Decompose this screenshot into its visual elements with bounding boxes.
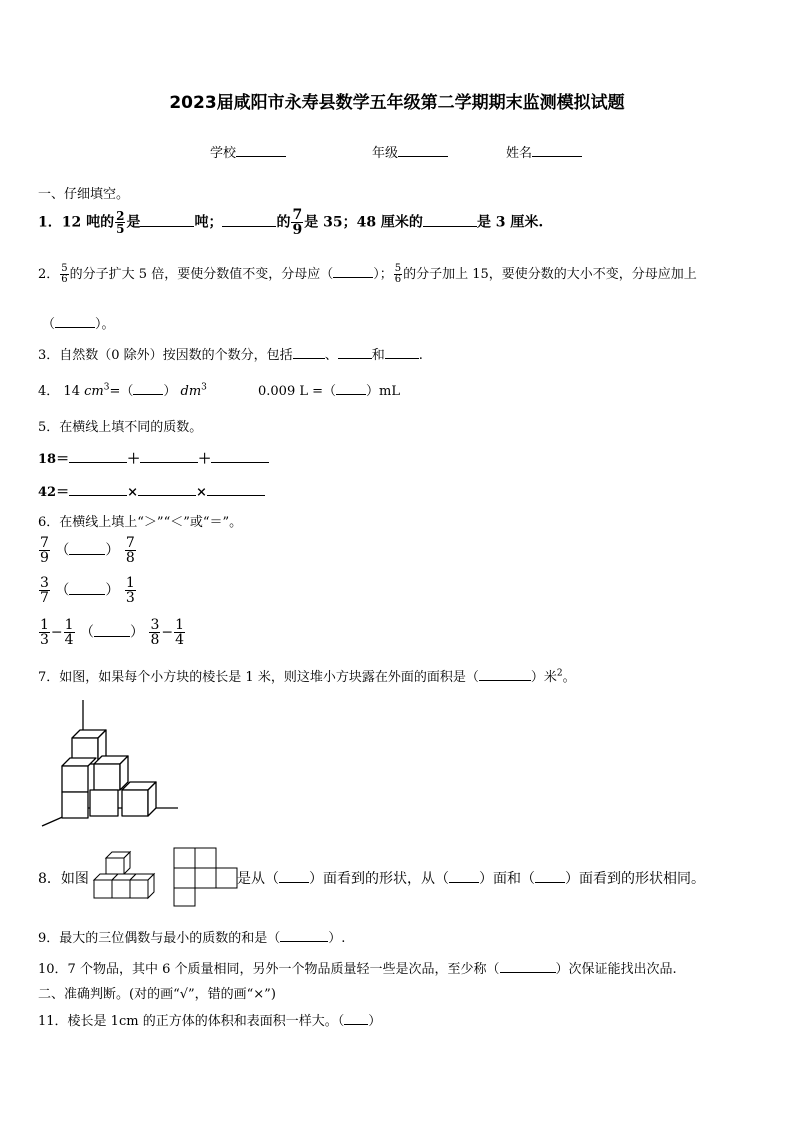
q2-text: 的分子加上 15，要使分数的大小不变，分母应加上 [403,267,697,282]
q6-op: − [50,624,63,641]
q6-fraction: $\frac{7}{9}$ [40,535,49,566]
q6-row-1 [38,536,137,565]
q1-blank-3[interactable] [423,214,477,227]
q5-op: × [127,485,138,500]
q8-text: 如图 [60,871,89,887]
q7-text: ）米 [530,670,557,685]
q8-text: 是从（ [237,871,279,887]
q1-number: 1． [38,214,62,231]
q8-blank-3[interactable] [535,870,565,883]
view-grid-figure [172,846,238,908]
q5-op: × [196,485,207,500]
question-4b [258,380,400,399]
question-10 [38,958,677,977]
q6-fraction: $\frac{1}{3}$ [125,575,135,606]
q10-text: 7 个物品，其中 6 个质量相同，另外一个物品质量轻一些是次品，至少称（ [67,962,500,977]
q6-text: ） [130,624,145,641]
q6-fraction: $\frac{1}{4}$ [175,617,185,648]
q4-number: 4． [38,384,60,399]
q1-fraction-2: $\frac{7}{9}$ [292,207,303,238]
q6-fraction: $\frac{1}{4}$ [64,617,74,648]
q6-row-2 [38,576,137,605]
q1-text: 的 [276,214,291,231]
q4-value: 14 [63,384,80,399]
q3-blank-1[interactable] [293,346,325,359]
q7-blank[interactable] [479,668,531,681]
q5-text: 在横线上填不同的质数。 [59,420,203,435]
q6-fraction: $\frac{7}{8}$ [125,535,135,566]
question-1 [38,208,543,237]
q6-text: ） [105,542,120,559]
question-11 [38,1010,381,1029]
name-label: 姓名 [506,146,533,161]
section-heading-1: 一、仔细填空。 [38,187,130,202]
q7-number: 7． [38,670,60,685]
q6-text: （ [55,542,70,559]
q2-text: （ [42,317,56,332]
q2-fraction-1: $\frac{5}{6}$ [61,263,68,285]
q6-op: − [161,624,174,641]
q5-op: ＋ [127,452,141,467]
q3-sep: 和 [371,348,385,363]
q3-blank-3[interactable] [385,346,419,359]
q3-number: 3． [38,348,60,363]
q3-blank-2[interactable] [338,346,372,359]
q4-unit: cm [84,384,104,399]
cube-stack-figure [38,698,183,830]
school-label: 学校 [210,146,237,161]
q7-sup: 2 [556,668,563,679]
q2-fraction-2: $\frac{5}{6}$ [394,263,402,285]
question-9 [38,927,345,946]
q1-fraction-1: $\frac{2}{5}$ [116,209,125,236]
q2-text: 的分子扩大 5 倍，要使分数值不变，分母应（ [69,267,334,282]
q5-line-2 [38,481,265,500]
q6-blank-2[interactable] [69,582,105,595]
q10-number: 10． [38,962,68,977]
q3-sep: 、 [324,348,338,363]
q6-fraction: $\frac{3}{8}$ [150,617,160,648]
q4-unit: dm [180,384,202,399]
q4-exponent: 3 [201,382,207,393]
question-7 [38,666,576,685]
question-2 [38,263,697,285]
q6-blank-3[interactable] [94,624,130,637]
q8-text: ）面和（ [479,871,535,887]
q11-number: 11． [38,1014,68,1029]
q10-text: ）次保证能找出次品. [555,962,677,977]
page-title: 2023届咸阳市永寿县数学五年级第二学期期末监测模拟试题 [169,93,625,113]
q7-text: 如图，如果每个小方块的棱长是 1 米，则这堆小方块露在外面的面积是（ [59,670,479,685]
question-2-cont [42,313,115,332]
q6-text: 在横线上填上“＞”“＜”或“＝”。 [59,515,243,530]
q5-text: 18＝ [38,452,70,467]
grade-field[interactable] [372,142,448,161]
q8-number: 8． [38,871,61,887]
q11-text: 棱长是 1cm 的正方体的体积和表面积一样大。（ [67,1014,345,1029]
q8-label-end [237,868,705,888]
q2-number: 2． [38,267,60,282]
q10-blank[interactable] [500,960,556,973]
q6-text: （ [80,624,95,641]
q5-blank[interactable] [207,483,265,496]
q4-text: ）mL [366,384,400,399]
q8-blank-2[interactable] [449,870,479,883]
q8-label-start [38,868,89,888]
q5-blank[interactable] [138,483,196,496]
q5-blank[interactable] [211,450,269,463]
q4-exponent: 3 [103,382,110,393]
q1-blank-2[interactable] [222,214,276,227]
q9-text: 最大的三位偶数与最小的质数的和是（ [59,931,281,946]
q3-end: . [418,348,423,363]
q6-blank-1[interactable] [69,542,105,555]
section-heading-2: 二、准确判断。(对的画“√”，错的画“×”) [38,987,276,1002]
q5-op: ＋ [198,452,212,467]
q4-blank-2[interactable] [336,382,366,395]
q4-text: ） [163,384,177,399]
q9-text: ）. [328,931,346,946]
q6-fraction: $\frac{1}{3}$ [40,617,49,648]
question-6 [38,511,242,530]
q9-number: 9． [38,931,60,946]
q5-blank[interactable] [69,450,127,463]
q2-blank-1[interactable] [333,265,373,278]
q4-text: =（ [109,384,134,399]
q2-blank-2[interactable] [55,315,95,328]
q1-blank-1[interactable] [140,214,194,227]
q2-text: ）； [373,267,393,282]
q6-text: （ [55,582,70,599]
q6-number: 6． [38,515,60,530]
q4-text: 0.009 L =（ [258,384,337,399]
q7-text: 。 [562,670,576,685]
question-4 [38,380,207,399]
name-field[interactable] [506,142,582,161]
q1-text: 是 3 厘米. [476,214,544,231]
q11-blank[interactable] [344,1012,368,1025]
grade-label: 年级 [372,146,399,161]
q8-blank-1[interactable] [279,870,309,883]
q4-blank-1[interactable] [133,382,163,395]
question-3 [38,344,423,363]
q5-text: 42＝ [38,485,70,500]
question-5 [38,416,202,435]
school-field[interactable] [210,142,286,161]
q5-number: 5． [38,420,60,435]
q1-text: 吨； [194,214,223,231]
q1-text: 12 吨的 [61,214,115,231]
q5-blank[interactable] [69,483,127,496]
q6-text: ） [105,582,120,599]
q9-blank[interactable] [280,929,328,942]
q3-text: 自然数（0 除外）按因数的个数分，包括 [59,348,293,363]
q1-text: 是 35；48 厘米的 [304,214,423,231]
q6-fraction: $\frac{3}{7}$ [40,575,49,606]
q8-text: ）面看到的形状，从（ [309,871,449,887]
q2-text: ）。 [95,317,115,332]
q1-text: 是 [126,214,141,231]
cube-arrangement-figure [90,848,162,906]
q8-text: ）面看到的形状相同。 [565,871,705,887]
q6-row-3 [38,618,186,647]
q5-line-1 [38,448,269,467]
q5-blank[interactable] [140,450,198,463]
q11-text: ） [368,1014,382,1029]
